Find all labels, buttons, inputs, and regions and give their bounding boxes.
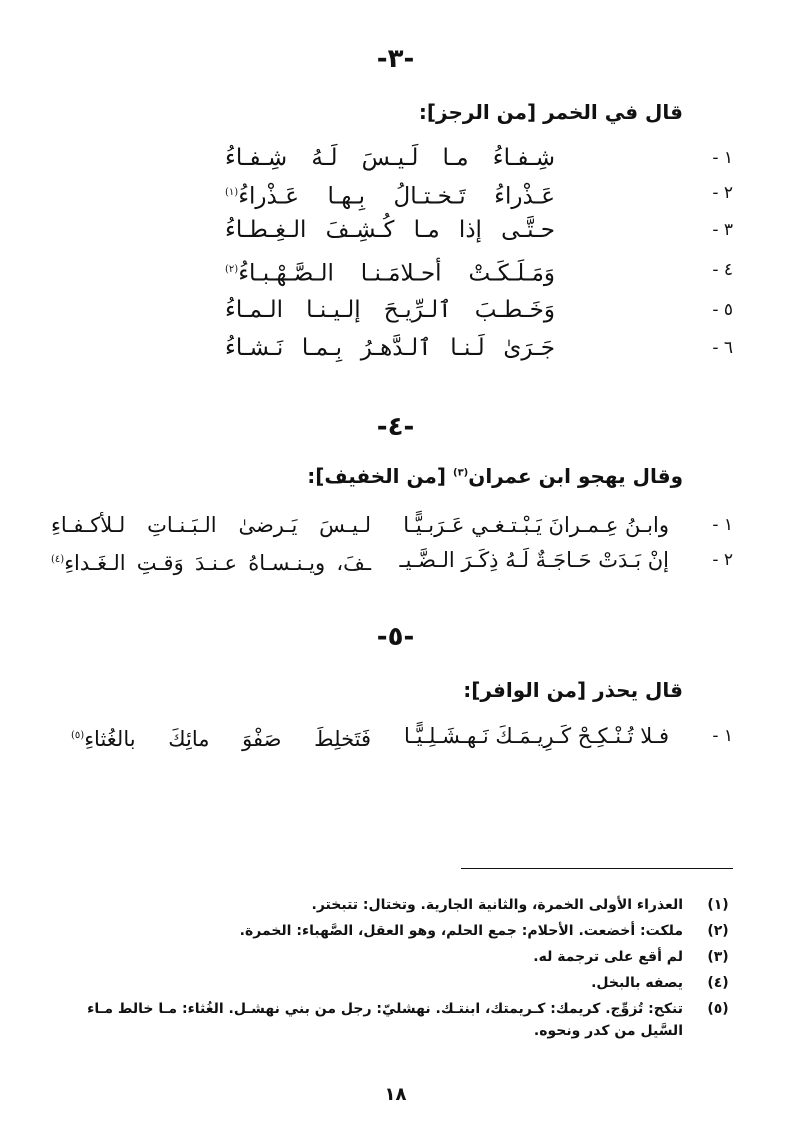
verse-text: حـتَّـى إذا مـا كُـشِـفَ الـغِـطـاءُ [225, 217, 555, 243]
section-number-5: -٥- [376, 622, 415, 652]
verse-text: عَـذْراءُ تَـخـتـالُ بِـهـا عَـذْراءُ$^{(١)}$ [225, 183, 555, 210]
page-number: ١٨ [384, 1084, 407, 1105]
section-number-3: -٣- [376, 44, 415, 74]
verse-second-hemistich: ـفَ، ويـنـسـاهُ عـنـدَ وَقـتِ الـغَـداءِ$^{(٤)}$ [51, 551, 371, 575]
footnote-marker: (٥) [71, 730, 85, 741]
verse-number: ٢ - [712, 183, 733, 203]
verse-text: وَمَـلَـكَـتْ أحـلامَـنـا الـصَّـهْـبـاءُ$^{(٢)}$ [225, 260, 555, 287]
footnote-marker: (٤) [51, 554, 65, 565]
verse-number: ٣ - [712, 220, 733, 240]
footnote-number: (٣) [707, 949, 729, 965]
footnote-number: (٢) [707, 923, 729, 939]
verse-row [0, 252, 791, 288]
verse-first-hemistich: إنْ بَـدَتْ حَـاجَـةٌ لَـهُ ذِكَـرَ الـضَّـيـ [399, 548, 669, 572]
verse-row [0, 330, 791, 366]
footnote [53, 972, 733, 994]
verse-first-hemistich: وابـنُ عِـمـرانَ يَـبْـتـغـي عَـرَبـيًّـا [403, 513, 669, 537]
section-4-intro: وقال يهجو ابن عمران$^{(٣)}$ [من الخفيف]: [307, 464, 683, 488]
section-3-intro: قال في الخمر [من الرجز]: [418, 100, 683, 124]
footnote-text: تنكح: تُزوِّج. كريمك: كـريمتك، ابنتـك. نهشليّ: رجل من بني نهشـل. الغُثاء: مـا خالط مـاء السَّيل من كدر ونحوه. [87, 1001, 683, 1039]
footnote [53, 894, 733, 916]
section-5-intro: قال يحذر [من الوافر]: [463, 678, 683, 702]
verse-text: جَـرَىٰ لَـنـا ٱلـدَّهـرُ بِـمـا نَـشـاءُ [225, 335, 555, 361]
verse-second-hemistich: لـيـسَ يَـرضىٰ الـبَـنـاتِ لـلأكـفـاءِ [51, 513, 371, 537]
verse-row [0, 140, 791, 176]
verse-number: ١ - [712, 515, 733, 535]
verse-row [0, 175, 791, 211]
footnote-text: ملكت: أخضعت. الأحلام: جمع الحلم، وهو العقل، الصَّهباء: الخمرة. [239, 923, 683, 939]
verse-number: ١ - [712, 148, 733, 168]
verse-row [0, 292, 791, 328]
verse-text: وَخَـطـبَ ٱلـرِّيـحَ إلـيـنـا الـمـاءُ [225, 297, 555, 323]
footnote-text: العذراء الأولى الخمرة، والثانية الجارية. وتختال: تتبختر. [311, 897, 683, 913]
footnote [53, 998, 733, 1042]
verse-number: ١ - [712, 726, 733, 746]
footnote-text: يصفه بالبخل. [591, 975, 683, 991]
verse-row [0, 507, 791, 543]
footnote [53, 946, 733, 968]
verse-number: ٥ - [712, 300, 733, 320]
verse-text: شِـفـاءُ مـا لَـيـسَ لَـهُ شِـفـاءُ [225, 145, 555, 171]
footnote-number: (٥) [707, 1001, 729, 1017]
footnote-text: لم أقع على ترجمة له. [533, 949, 683, 965]
verse-number: ٤ - [712, 260, 733, 280]
footnote-number: (٤) [707, 975, 729, 991]
verse-number: ٦ - [712, 338, 733, 358]
footnote-marker: (١) [225, 187, 239, 198]
verse-row [0, 718, 791, 754]
verse-row [0, 542, 791, 578]
footnote [53, 920, 733, 942]
footnote-number: (١) [707, 897, 729, 913]
verse-number: ٢ - [712, 550, 733, 570]
verse-second-hemistich: فَتَخلِطَ صَفْوَ مائِكَ بالغُثاءِ$^{(٥)}$ [71, 727, 371, 751]
footnote-marker: (٢) [225, 264, 239, 275]
footnote-marker: (٣) [452, 467, 469, 479]
footnote-divider [461, 868, 733, 869]
verse-first-hemistich: فـلا تُـنْـكِـحْ كَـرِيـمَـكَ نَـهـشَـلِـيًّـا [404, 724, 669, 748]
section-number-4: -٤- [376, 412, 415, 442]
verse-row [0, 212, 791, 248]
